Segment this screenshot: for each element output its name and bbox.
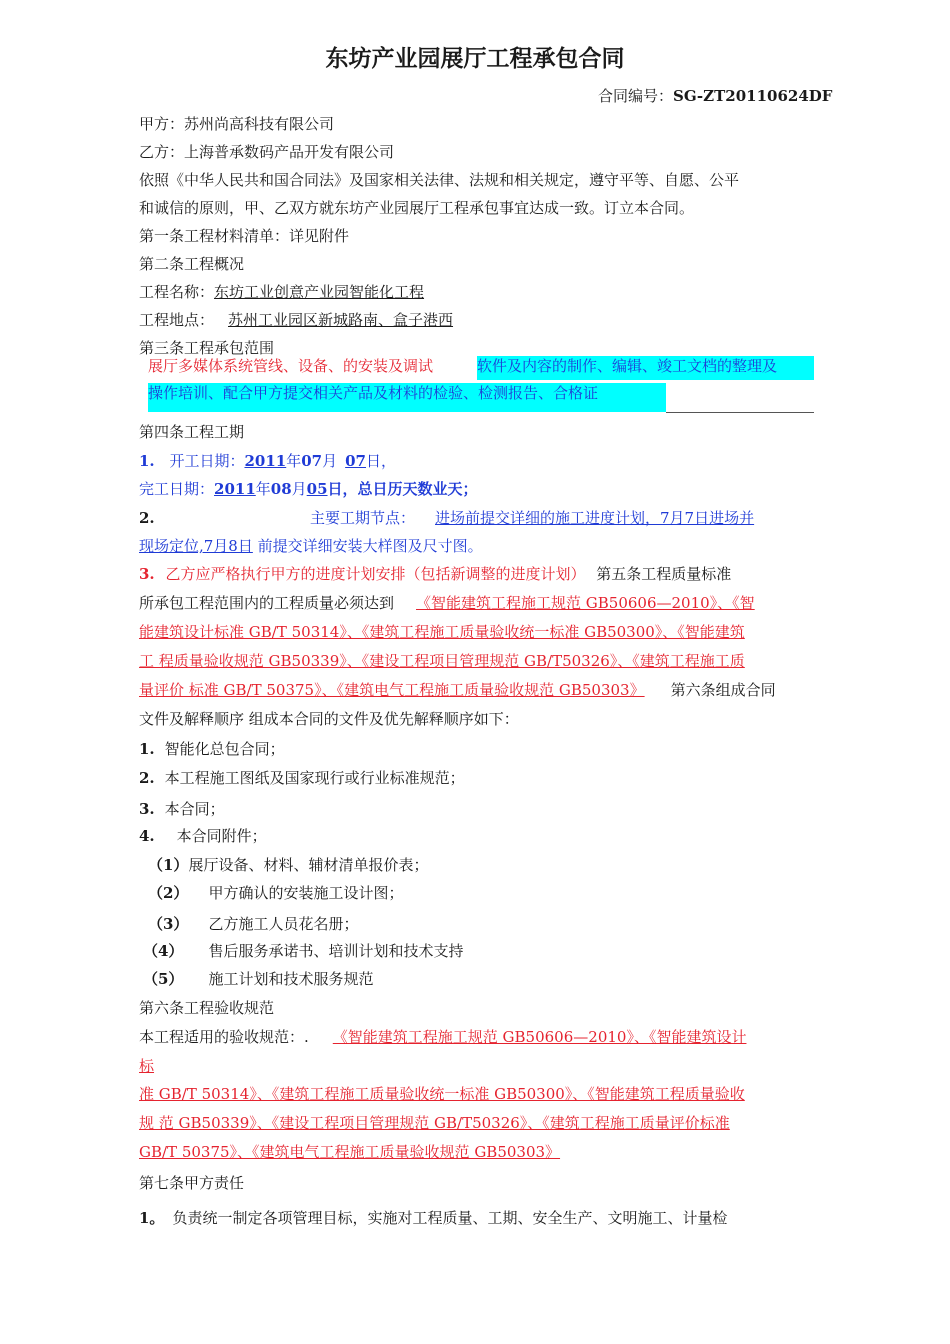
intro-line-1: 依照《中华人民共和国合同法》及国家相关法律、法规和相关规定，遵守平等、自愿、公平 [139,171,740,189]
accept-line-4: 规 范 GB50339》、《建设工程项目管理规范 GB/T50326》、《建筑工程施工质量评价标准 [139,1114,730,1132]
sub-number: （4） [143,942,184,960]
sub-item [148,883,403,903]
intro-line-2: 和诚信的原则，甲、乙双方就东坊产业园展厅工程承包事宜达成一致。订立本合同。 [139,199,695,217]
end-month-char: 月 [291,480,307,498]
article-7-item-1-number: 1。 [139,1209,165,1227]
article-7-item-1 [139,1208,727,1228]
end-year: 2011 [214,480,256,498]
progress-paragraph [139,564,731,584]
start-year: 2011 [244,452,287,470]
sub-number: （3） [148,915,189,933]
quality-line-1 [139,593,755,613]
project-name-label: 工程名称： [139,283,215,301]
project-site-value: 苏州工业园区新城路南、盒子港西 [228,311,454,329]
list-number: 4. [139,827,155,845]
project-name [139,282,424,302]
contract-number-label: 合同编号： [598,87,674,105]
scope-underline [666,412,814,413]
article-6b: 第六条工程验收规范 [139,999,275,1017]
list-text: 本合同附件； [176,827,267,845]
accept-text-1: 《智能建筑工程施工规范 GB50606—2010》、《智能建筑设计 [332,1028,747,1046]
article-3: 第三条工程承包范围 [139,339,275,357]
quality-text-1: 《智能建筑工程施工规范 GB50606—2010》、《智 [416,594,755,612]
end-day: 05 [306,480,328,498]
day-char: 日， [366,452,397,470]
accept-intro: 本工程适用的验收规范：. [139,1028,309,1046]
sub-number: （2） [148,884,189,902]
node-number: 2. [139,509,155,527]
quality-intro: 所承包工程范围内的工程质量必须达到 [139,594,395,612]
scope-box-2: 软件及内容的制作、编辑、竣工文档的整理及 [477,356,814,380]
sub-item [143,969,373,989]
contract-number [598,86,832,106]
quality-text-4: 量评价 标准 GB/T 50375》、《建筑电气工程施工质量验收规范 GB50303》 [139,681,645,699]
contract-number-value: SG-ZT20110624DF [673,87,833,105]
sub-item [148,914,358,934]
sub-text: 乙方施工人员花名册； [208,915,359,933]
sub-text: 甲方确认的安装施工设计图； [208,884,404,902]
list-item [139,799,225,819]
start-day: 07 [345,452,366,470]
quality-line-4 [139,680,776,700]
quality-line-3: 工 程质量验收规范 GB50339》、《建设工程项目管理规范 GB/T50326》、《建筑工程施工质 [139,652,745,670]
accept-line-3: 准 GB/T 50314》、《建筑工程施工质量验收统一标准 GB50300》、《智能建筑工程质量验收 [139,1085,745,1103]
list-text: 本工程施工图纸及国家现行或行业标准规范； [164,769,465,787]
sub-text: 展厅设备、材料、辅材清单报价表； [188,856,429,874]
party-b: 乙方：上海普承数码产品开发有限公司 [139,143,395,161]
start-date-label: 开工日期： [169,452,245,470]
node-label: 主要工期节点： [310,509,416,527]
list-text: 本合同； [164,800,225,818]
project-site-label: 工程地点： [139,311,215,329]
article-1: 第一条工程材料清单：详见附件 [139,227,350,245]
quality-line-2: 能建筑设计标准 GB/T 50314》、《建筑工程施工质量验收统一标准 GB50300》、《智能建筑 [139,623,745,641]
start-month: 07 [301,452,323,470]
project-name-value: 东坊工业创意产业园智能化工程 [214,283,425,301]
node-text-3: 前提交详细安装大样图及尺寸图。 [257,537,483,555]
scope-box-3: 操作培训、配合甲方提交相关产品及材料的检验、检测报告、合格证 [148,383,666,412]
article-5: 第五条工程质量标准 [596,565,732,583]
article-6a-line-2: 文件及解释顺序 组成本合同的文件及优先解释顺序如下： [139,710,519,728]
node-line-2 [139,536,483,556]
article-4: 第四条工程工期 [139,423,245,441]
list-item [139,768,465,788]
list-number: 3. [139,800,155,818]
node-text-2: 现场定位,7月8日 [139,537,253,555]
scope-box-1: 展厅多媒体系统管线、设备、的安装及调试 [148,357,434,375]
article-7-item-1-text: 负责统一制定各项管理目标，实施对工程质量、工期、安全生产、文明施工、计量检 [172,1209,728,1227]
project-site [139,310,453,330]
list-number: 2. [139,769,155,787]
sub-text: 售后服务承诺书、培训计划和技术支持 [208,942,464,960]
end-month: 08 [270,480,292,498]
month-char: 月 [322,452,338,470]
party-a: 甲方：苏州尚高科技有限公司 [139,115,335,133]
article-2: 第二条工程概况 [139,255,245,273]
sub-text: 施工计划和技术服务规范 [208,970,374,988]
list-number: 1. [139,740,155,758]
node-line-1 [310,508,754,528]
list-text: 智能化总包合同； [164,740,285,758]
accept-line-2: 标 [139,1057,155,1075]
node-text-1: 进场前提交详细的施工进度计划，7月7日进场并 [435,509,755,527]
sub-number: （5） [143,970,184,988]
start-date [139,451,396,471]
article-6a: 第六条组成合同 [670,681,776,699]
article-7: 第七条甲方责任 [139,1174,245,1192]
list-item [139,739,285,759]
progress-number: 3. [139,565,155,583]
document-title: 东坊产业园展厅工程承包合同 [325,46,625,72]
end-date-tail: 日，总日历天数业天； [327,480,478,498]
sub-item [148,855,428,875]
end-date [139,479,478,499]
accept-line-1 [139,1027,746,1047]
sub-number: （1） [148,856,189,874]
end-year-char: 年 [255,480,271,498]
year-char: 年 [286,452,302,470]
end-date-label: 完工日期： [139,480,215,498]
accept-line-5: GB/T 50375》、《建筑电气工程施工质量验收规范 GB50303》 [139,1143,561,1161]
start-date-number: 1. [139,452,155,470]
sub-item [143,941,463,961]
progress-text: 乙方应严格执行甲方的进度计划安排（包括新调整的进度计划） [165,565,586,583]
list-item [139,826,267,846]
